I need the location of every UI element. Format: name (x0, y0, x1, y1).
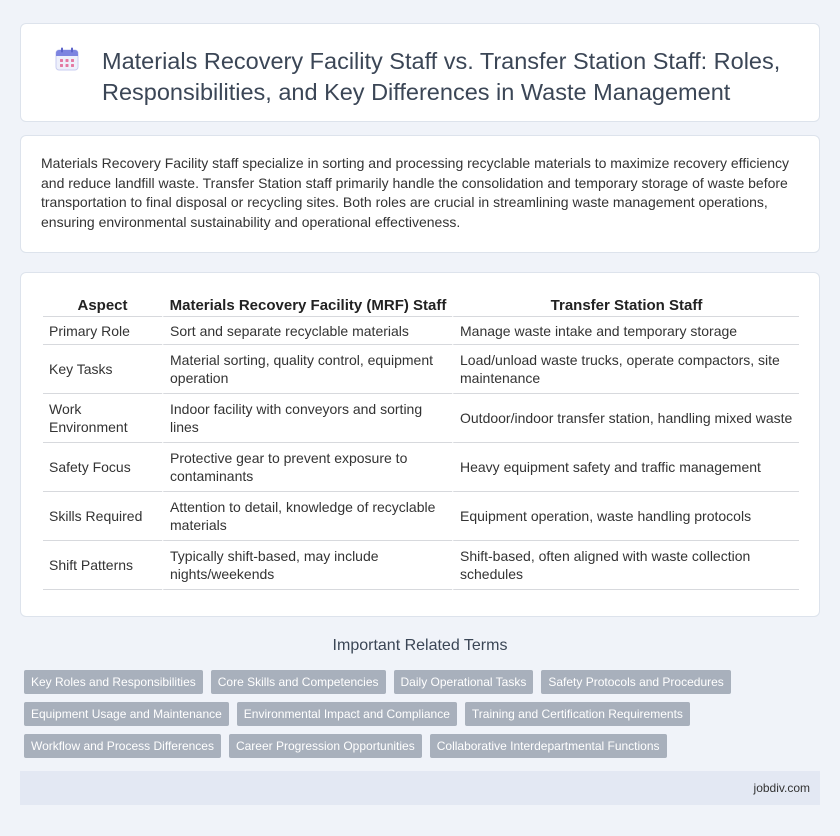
table-cell: Shift Patterns (43, 541, 162, 590)
tag-row (24, 702, 824, 726)
footer-site-link[interactable]: jobdiv.com (753, 781, 810, 795)
table-cell: Protective gear to prevent exposure to contaminants (162, 443, 452, 492)
column-header: Aspect (43, 295, 162, 317)
page-title: Materials Recovery Facility Staff vs. Transfer Station Staff: Roles, Responsibilities, and Key Differences in Waste Management (102, 48, 781, 105)
tag-link[interactable]: Core Skills and Competencies (211, 670, 386, 694)
tag-row (24, 670, 824, 694)
table-cell: Attention to detail, knowledge of recyclable materials (162, 492, 452, 541)
table-row (43, 443, 799, 492)
comparison-table (43, 295, 799, 590)
tag-link[interactable]: Equipment Usage and Maintenance (24, 702, 229, 726)
table-row (43, 317, 799, 345)
tag-link[interactable]: Daily Operational Tasks (394, 670, 534, 694)
table-cell: Safety Focus (43, 443, 162, 492)
column-header: Transfer Station Staff (452, 295, 799, 317)
header-card (20, 23, 820, 122)
footer (20, 771, 820, 805)
table-cell: Typically shift-based, may include nights/weekends (162, 541, 452, 590)
table-cell: Work Environment (43, 394, 162, 443)
table-row (43, 492, 799, 541)
table-row (43, 541, 799, 590)
table-cell: Primary Role (43, 317, 162, 345)
table-cell: Indoor facility with conveyors and sorting lines (162, 394, 452, 443)
intro-text: Materials Recovery Facility staff specialize in sorting and processing recyclable materials to maximize recovery efficiency and reduce landfill waste. Transfer Station staff primarily handle the consolidation and temporary storage of waste before transportation to final disposal or recycling sites. Both roles are crucial in streamlining waste management operations, ensuring environmental sustainability and operational effectiveness. (41, 155, 789, 230)
table-cell: Manage waste intake and temporary storage (452, 317, 799, 345)
tag-link[interactable]: Safety Protocols and Procedures (541, 670, 730, 694)
table-cell: Material sorting, quality control, equipment operation (162, 345, 452, 394)
tag-link[interactable]: Environmental Impact and Compliance (237, 702, 457, 726)
table-cell: Skills Required (43, 492, 162, 541)
table-cell: Sort and separate recyclable materials (162, 317, 452, 345)
tag-link[interactable]: Training and Certification Requirements (465, 702, 690, 726)
table-cell: Shift-based, often aligned with waste collection schedules (452, 541, 799, 590)
table-cell: Heavy equipment safety and traffic management (452, 443, 799, 492)
table-cell: Key Tasks (43, 345, 162, 394)
tag-row (24, 734, 824, 758)
tag-link[interactable]: Key Roles and Responsibilities (24, 670, 203, 694)
table-row (43, 345, 799, 394)
comparison-table-card (20, 272, 820, 617)
table-cell: Equipment operation, waste handling protocols (452, 492, 799, 541)
column-header: Materials Recovery Facility (MRF) Staff (162, 295, 452, 317)
calendar-icon (54, 46, 80, 72)
tag-link[interactable]: Workflow and Process Differences (24, 734, 221, 758)
tag-link[interactable]: Career Progression Opportunities (229, 734, 422, 758)
related-terms-tags (24, 670, 824, 766)
intro-card (20, 135, 820, 253)
table-cell: Outdoor/indoor transfer station, handling mixed waste (452, 394, 799, 443)
table-row (43, 394, 799, 443)
related-terms-title: Important Related Terms (332, 637, 508, 654)
table-cell: Load/unload waste trucks, operate compactors, site maintenance (452, 345, 799, 394)
tag-link[interactable]: Collaborative Interdepartmental Functions (430, 734, 667, 758)
table-header-row (43, 295, 799, 317)
